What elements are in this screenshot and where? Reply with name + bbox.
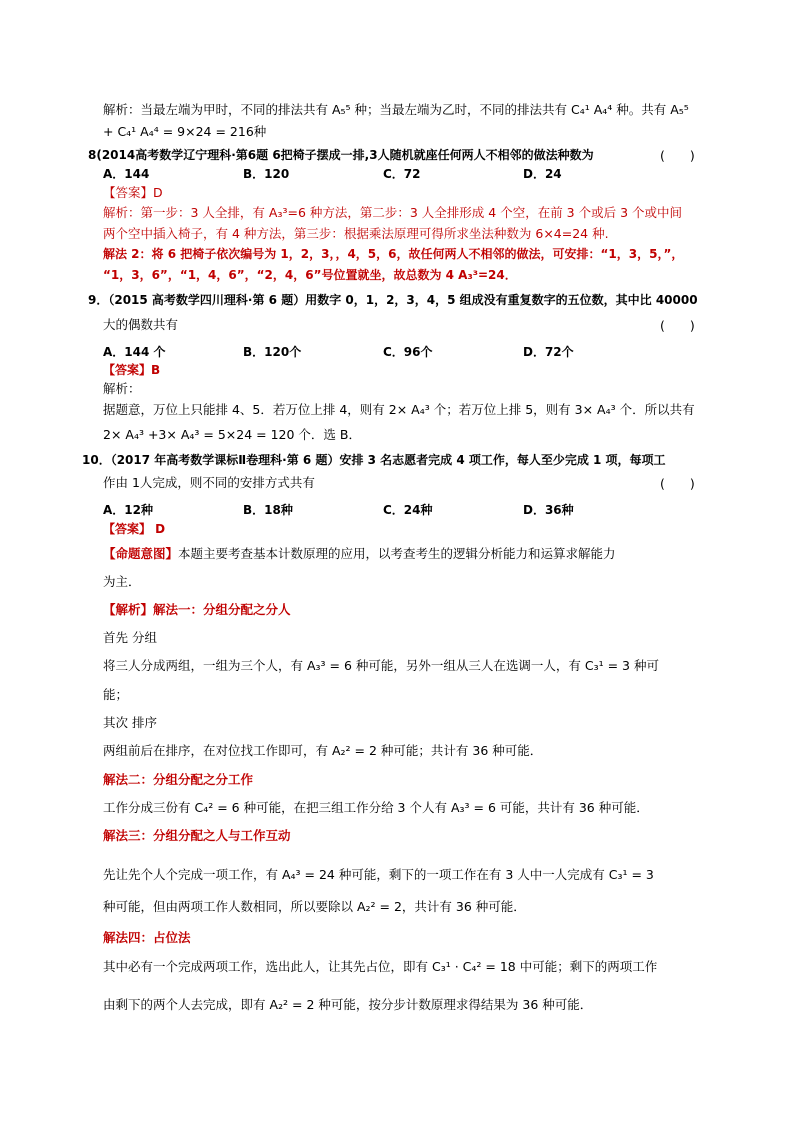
solution-line: 种可能，但由两项工作人数相同，所以要除以 A₂² = 2，共计有 36 种可能． (103, 899, 526, 914)
solution-label: 解析： (103, 381, 141, 396)
answer-bracket: ( ) (660, 318, 695, 333)
solution-label: 【解析】 (103, 602, 154, 617)
option-a: A．144 (103, 167, 150, 181)
solution-line: 工作分成三份有 C₄² = 6 种可能，在把三组工作分给 3 个人有 A₃³ = 6 可能，共计有 36 种可能． (103, 800, 649, 815)
answer-label: 【答案】 D (103, 522, 166, 536)
option-b: B．120个 (243, 345, 302, 359)
option-c: C．72 (383, 167, 421, 181)
method-2-heading: 解法二：分组分配之分工作 (103, 772, 254, 787)
option-c: C．24种 (383, 503, 433, 517)
solution-line: 先让先个人个完成一项工作，有 A₄³ = 24 种可能，剩下的一项工作在有 3 人中一人完成有 C₃¹ = 3 (103, 867, 654, 882)
method-4-heading: 解法四：占位法 (103, 930, 191, 945)
solution-line: 2× A₄³ +3× A₄³ = 5×24 = 120 个．选 B． (103, 427, 361, 442)
solution-line: 能； (103, 687, 129, 702)
option-d: D．36种 (523, 503, 574, 517)
answer-bracket: ( ) (660, 476, 695, 491)
intent-line: 为主． (103, 574, 141, 589)
solution-line: 首先 分组 (103, 630, 157, 645)
solution-line: 其中必有一个完成两项工作，选出此人，让其先占位，即有 C₃¹ · C₄² = 18 中可能；剩下的两项工作 (103, 959, 658, 974)
solution-line: 两组前后在排序，在对位找工作即可，有 A₂² = 2 种可能；共计有 36 种可能． (103, 743, 543, 758)
option-a: A．144 个 (103, 345, 166, 359)
solution-line: 将三人分成两组，一组为三个人，有 A₃³ = 6 种可能，另外一组从三人在选调一人，有 C₃¹ = 3 种可 (103, 658, 659, 673)
solution-line: 据题意，万位上只能排 4、5．若万位上排 4，则有 2× A₄³ 个；若万位上排 5，则有 3× A₄³ 个．所以共有 (103, 402, 695, 417)
option-b: B．18种 (243, 503, 293, 517)
solution-line: “1，3，6”，“1，4，6”，“2，4，6”号位置就坐，故总数为 4 A₃³=24． (103, 268, 517, 282)
solution-line: + C₄¹ A₄⁴ = 9×24 = 216种 (103, 124, 267, 139)
solution-line: 解析：当最左端为甲时，不同的排法共有 A₅⁵ 种；当最左端为乙时，不同的排法共有 C₄¹ A₄⁴ 种。共有 A₅⁵ (103, 102, 689, 117)
answer-label: 【答案】D (103, 185, 163, 200)
question-9: 9．（2015 高考数学四川理科·第 6 题）用数字 0，1，2，3，4，5 组成没有重复数字的五位数，其中比 40000 (88, 293, 698, 307)
question-9-cont: 大的偶数共有 (103, 317, 179, 332)
option-c: C．96个 (383, 345, 433, 359)
method-3-heading: 解法三：分组分配之人与工作互动 (103, 828, 291, 843)
intent-line (103, 545, 616, 563)
solution-line: 解析：第一步：3 人全排，有 A₃³=6 种方法，第二步：3 人全排形成 4 个空，在前 3 个或后 3 个或中间 (103, 205, 682, 220)
solution-line: 其次 排序 (103, 715, 157, 730)
option-b: B．120 (243, 167, 290, 181)
answer-label: 【答案】B (103, 363, 161, 377)
option-d: D．24 (523, 167, 562, 181)
option-d: D．72个 (523, 345, 574, 359)
solution-line: 解法 2：将 6 把椅子依次编号为 1，2，3，，4，5，6，故任何两人不相邻的做法，可安排：“1，3，5，”， (103, 247, 684, 261)
solution-line: 由剩下的两个人去完成，即有 A₂² = 2 种可能，按分步计数原理求得结果为 36 种可能． (103, 997, 593, 1012)
intent-label: 【命题意图】 (103, 546, 179, 561)
method-1-heading (103, 601, 291, 619)
method-title: 解法一：分组分配之分人 (153, 602, 291, 617)
solution-line: 两个空中插入椅子，有 4 种方法，第三步：根据乘法原理可得所求坐法种数为 6×4=24 种. (103, 226, 609, 241)
question-10-cont: 作由 1人完成，则不同的安排方式共有 (103, 475, 315, 490)
option-a: A．12种 (103, 503, 153, 517)
question-10: 10．（2017 年高考数学课标Ⅱ卷理科·第 6 题）安排 3 名志愿者完成 4 项工作，每人至少完成 1 项，每项工 (82, 453, 666, 467)
answer-bracket: ( ) (660, 148, 695, 163)
question-8: 8(2014高考数学辽宁理科·第6题 6把椅子摆成一排,3人随机就座任何两人不相邻的做法种数为 (88, 148, 594, 162)
intent-text: 本题主要考查基本计数原理的应用，以考查考生的逻辑分析能力和运算求解能力 (178, 546, 616, 561)
